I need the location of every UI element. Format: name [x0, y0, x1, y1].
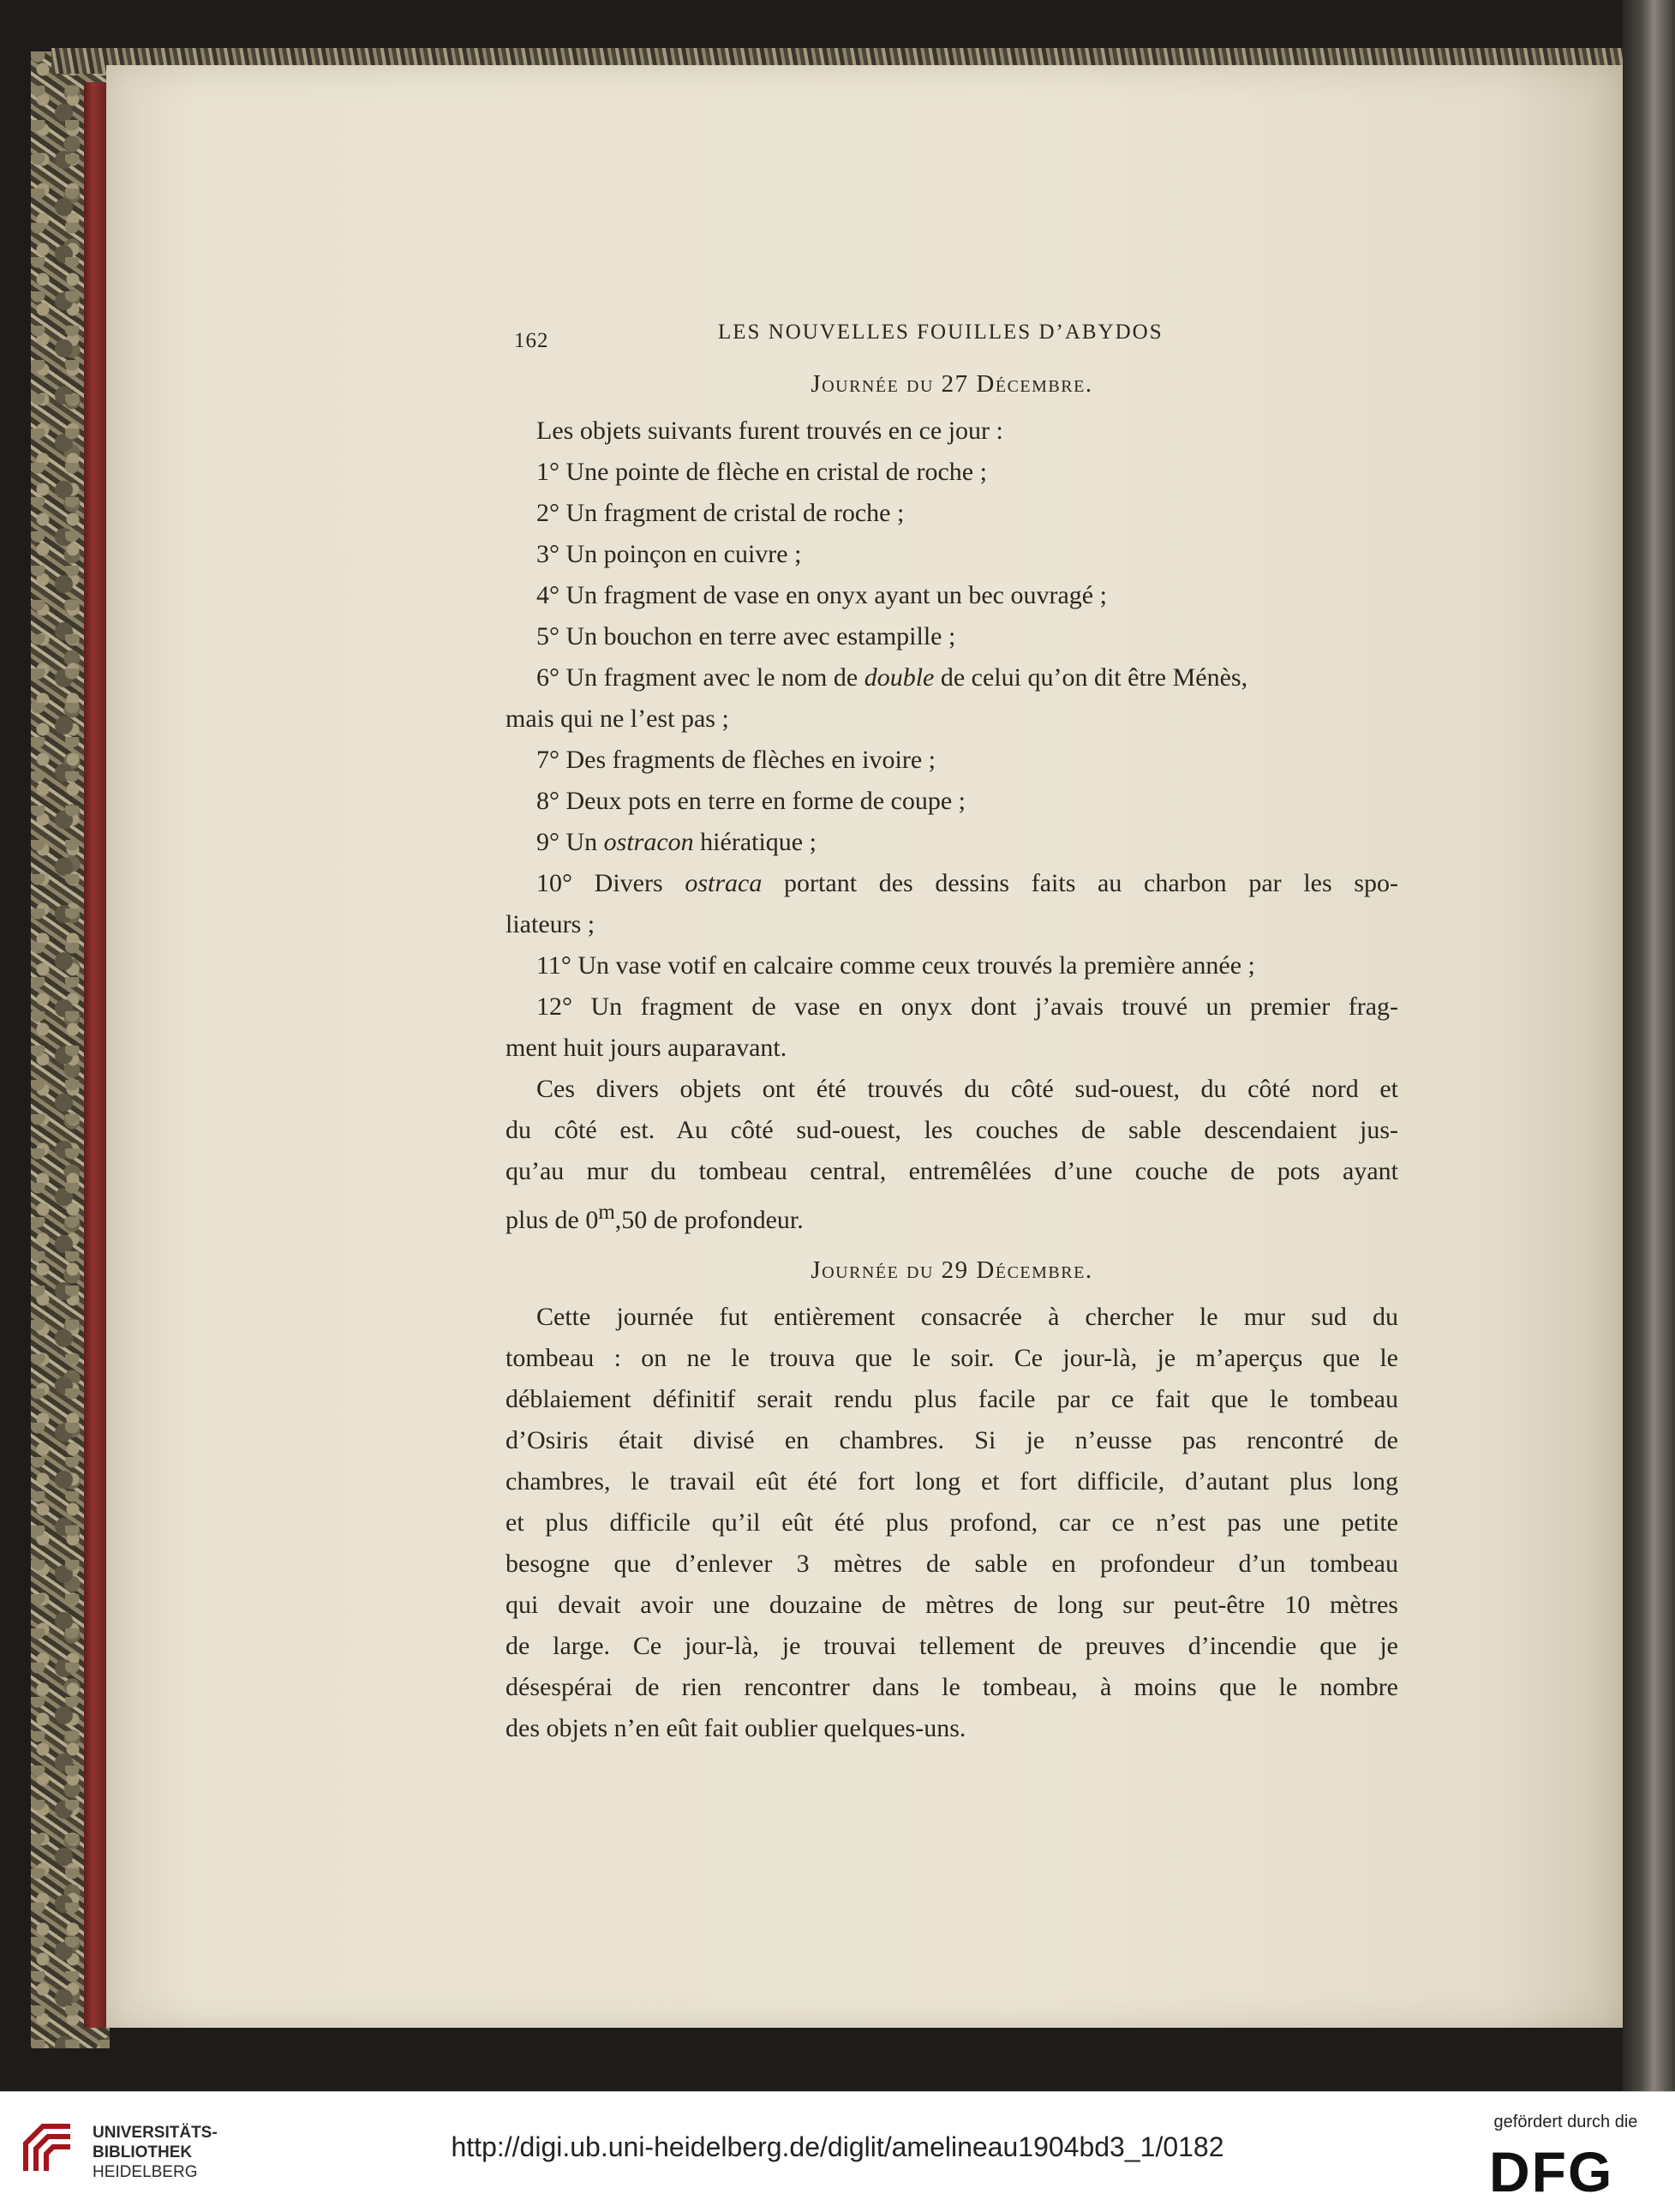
- list-item: 8° Deux pots en terre en forme de coupe ;: [536, 787, 966, 815]
- list-item: [505, 657, 1398, 698]
- list-item-continuation: mais qui ne l’est pas ;: [505, 704, 729, 733]
- list-item-text: hiératique ;: [700, 828, 817, 856]
- list-item: 4° Un fragment de vase en onyx ayant un bec ouvragé ;: [536, 581, 1107, 609]
- list-item: 3° Un poinçon en cuivre ;: [536, 540, 802, 568]
- paragraph-line: tombeau : on ne le trouva que le soir. Ce jour-là, je m’aperçus que le: [505, 1344, 1398, 1372]
- list-item: 2° Un fragment de cristal de roche ;: [536, 499, 905, 527]
- paragraph-text: ,50 de profondeur.: [614, 1206, 804, 1234]
- list-item-continuation: ment huit jours auparavant.: [505, 1034, 787, 1062]
- paragraph-line: de large. Ce jour-là, je trouvai tellement de preuves d’incendie que je: [505, 1632, 1398, 1660]
- list-item: 7° Des fragments de flèches en ivoire ;: [536, 746, 936, 774]
- viewer-footer: [0, 2091, 1675, 2212]
- paragraph-line: chambres, le travail eût été fort long et fort difficile, d’autant plus long: [505, 1467, 1398, 1496]
- paragraph-line: Les objets suivants furent trouvés en ce jour :: [536, 417, 1003, 445]
- list-item: 11° Un vase votif en calcaire comme ceux trouvés la première année ;: [536, 951, 1255, 980]
- page-header: [505, 317, 1398, 355]
- page-gutter-edge: [1623, 0, 1675, 2091]
- list-item: [505, 822, 1398, 863]
- library-name-line: UNIVERSITÄTS-: [93, 2124, 218, 2142]
- paragraph-line: besogne que d’enlever 3 mètres de sable en profondeur d’un tombeau: [505, 1550, 1398, 1578]
- page-text-block: [505, 317, 1398, 1749]
- paragraph-line: d’Osiris était divisé en chambres. Si je n’eusse pas rencontré de: [505, 1426, 1398, 1454]
- book-board-edge: [84, 82, 106, 2028]
- list-item: 1° Une pointe de flèche en cristal de roche ;: [536, 458, 987, 486]
- paragraph-line: qui devait avoir une douzaine de mètres de long sur peut-être 10 mètres: [505, 1591, 1398, 1619]
- library-name-line: HEIDELBERG: [93, 2163, 198, 2181]
- list-item-text: de celui qu’on dit être Ménès,: [940, 663, 1248, 692]
- section-title-29-december: Journée du 29 Décembre.: [811, 1256, 1093, 1284]
- paragraph-line: [505, 1192, 1398, 1241]
- section-title-27-december: Journée du 27 Décembre.: [811, 370, 1093, 398]
- running-head: LES NOUVELLES FOUILLES D’ABYDOS: [718, 321, 1164, 344]
- dfg-logo[interactable]: DFG: [1489, 2140, 1614, 2203]
- list-item-continuation: liateurs ;: [505, 910, 595, 938]
- paragraph-line: du côté est. Au côté sud-ouest, les couches de sable descendaient jus-: [505, 1116, 1398, 1144]
- list-item-text: portant des dessins faits au charbon par les spo-: [784, 869, 1399, 897]
- funding-note: gefördert durch die: [1493, 2113, 1638, 2131]
- paragraph-text: plus de 0: [505, 1206, 599, 1234]
- paragraph-line: et plus difficile qu’il eût été plus profond, car ce n’est pas une petite: [505, 1508, 1398, 1537]
- paragraph-line: Ces divers objets ont été trouvés du côté sud-ouest, du côté nord et: [536, 1075, 1398, 1103]
- paragraph-line: désespérai de rien rencontrer dans le tombeau, à moins que le nombre: [505, 1673, 1398, 1701]
- italic-term: ostraca: [685, 869, 763, 897]
- list-item: 5° Un bouchon en terre avec estampille ;: [536, 622, 956, 650]
- list-item: 12° Un fragment de vase en onyx dont j’avais trouvé un premier frag-: [536, 992, 1398, 1021]
- italic-term: ostracon: [603, 828, 694, 856]
- paragraph-line: des objets n’en eût fait oublier quelques-uns.: [505, 1714, 966, 1742]
- paragraph-line: qu’au mur du tombeau central, entremêlées d’une couche de pots ayant: [505, 1157, 1398, 1185]
- list-item-text: 6° Un fragment avec le nom de: [536, 663, 858, 692]
- permalink-url[interactable]: http://digi.ub.uni-heidelberg.de/diglit/amelineau1904bd3_1/0182: [451, 2131, 1224, 2162]
- paragraph-line: déblaiement définitif serait rendu plus facile par ce fait que le tombeau: [505, 1385, 1398, 1413]
- italic-term: double: [864, 663, 935, 692]
- list-item: [505, 863, 1398, 904]
- page-number: 162: [514, 329, 549, 352]
- unit-superscript: m: [598, 1201, 615, 1224]
- list-item-text: 9° Un: [536, 828, 598, 856]
- library-name-line: BIBLIOTHEK: [93, 2143, 193, 2161]
- paragraph-line: Cette journée fut entièrement consacrée à chercher le mur sud du: [536, 1303, 1398, 1331]
- list-item-text: 10° Divers: [536, 869, 663, 897]
